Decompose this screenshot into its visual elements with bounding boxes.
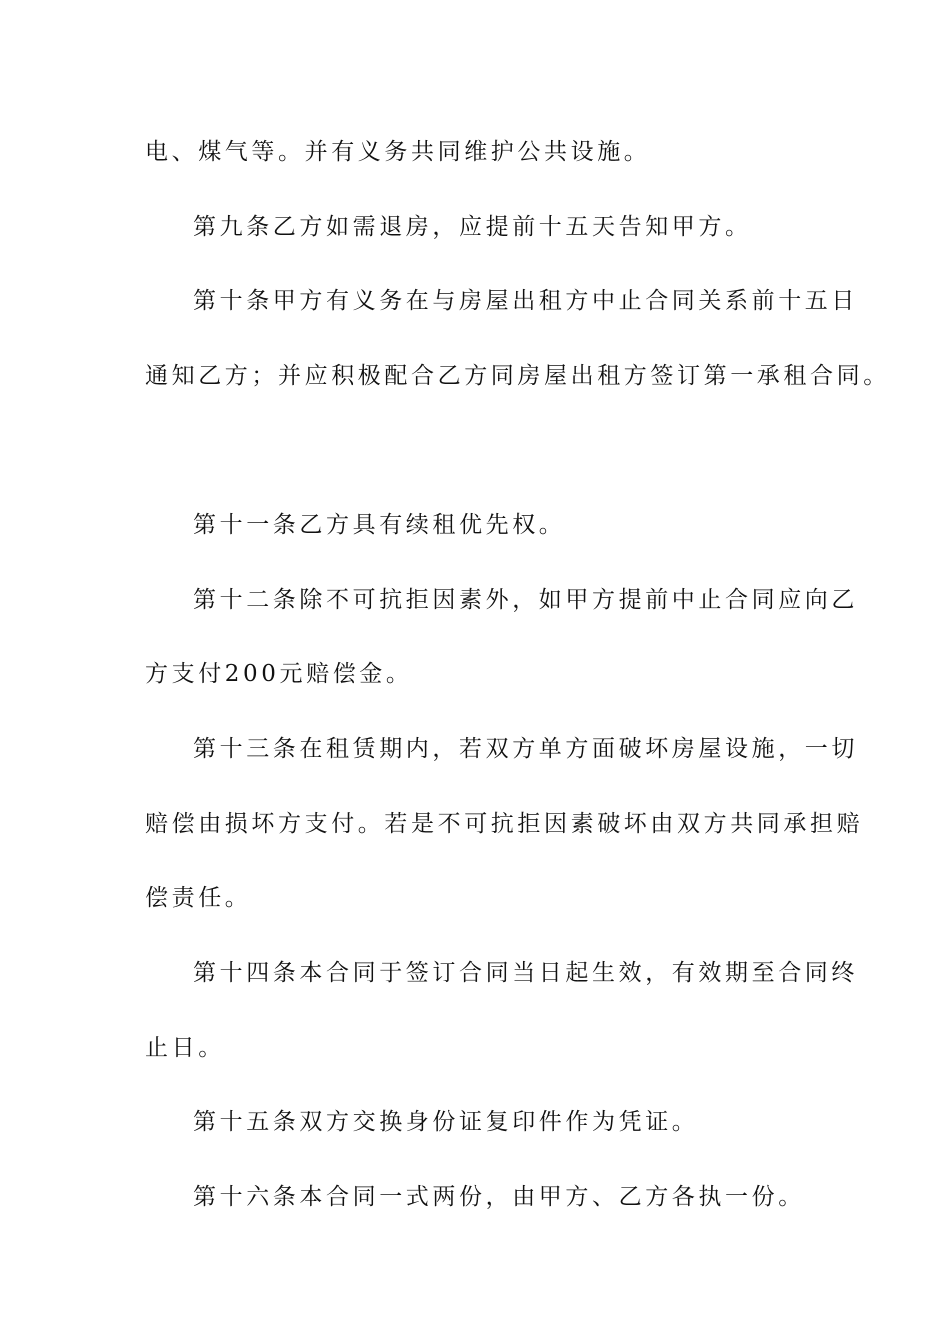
clause-10-line-1: 第十条甲方有义务在与房屋出租方中止合同关系前十五日: [193, 288, 858, 314]
clause-13-line-3: 偿责任。: [145, 885, 252, 911]
clause-12-line-2: 方支付200元赔偿金。: [145, 661, 413, 687]
clause-16: 第十六条本合同一式两份，由甲方、乙方各执一份。: [193, 1184, 805, 1210]
clause-15: 第十五条双方交换身份证复印件作为凭证。: [193, 1109, 699, 1135]
clause-13-line-1: 第十三条在租赁期内，若双方单方面破坏房屋设施，一切: [193, 736, 858, 762]
clause-11: 第十一条乙方具有续租优先权。: [193, 512, 566, 538]
clause-14-line-1: 第十四条本合同于签订合同当日起生效，有效期至合同终: [193, 960, 858, 986]
clause-12-line-1: 第十二条除不可抗拒因素外，如甲方提前中止合同应向乙: [193, 587, 858, 613]
clause-9: 第九条乙方如需退房，应提前十五天告知甲方。: [193, 214, 752, 240]
clause-14-line-2: 止日。: [145, 1035, 225, 1061]
clause-10-line-2: 通知乙方；并应积极配合乙方同房屋出租方签订第一承租合同。: [145, 363, 890, 389]
clause-13-line-2: 赔偿由损坏方支付。若是不可抗拒因素破坏由双方共同承担赔: [145, 811, 864, 837]
clause-8-continuation: 电、煤气等。并有义务共同维护公共设施。: [145, 139, 651, 165]
